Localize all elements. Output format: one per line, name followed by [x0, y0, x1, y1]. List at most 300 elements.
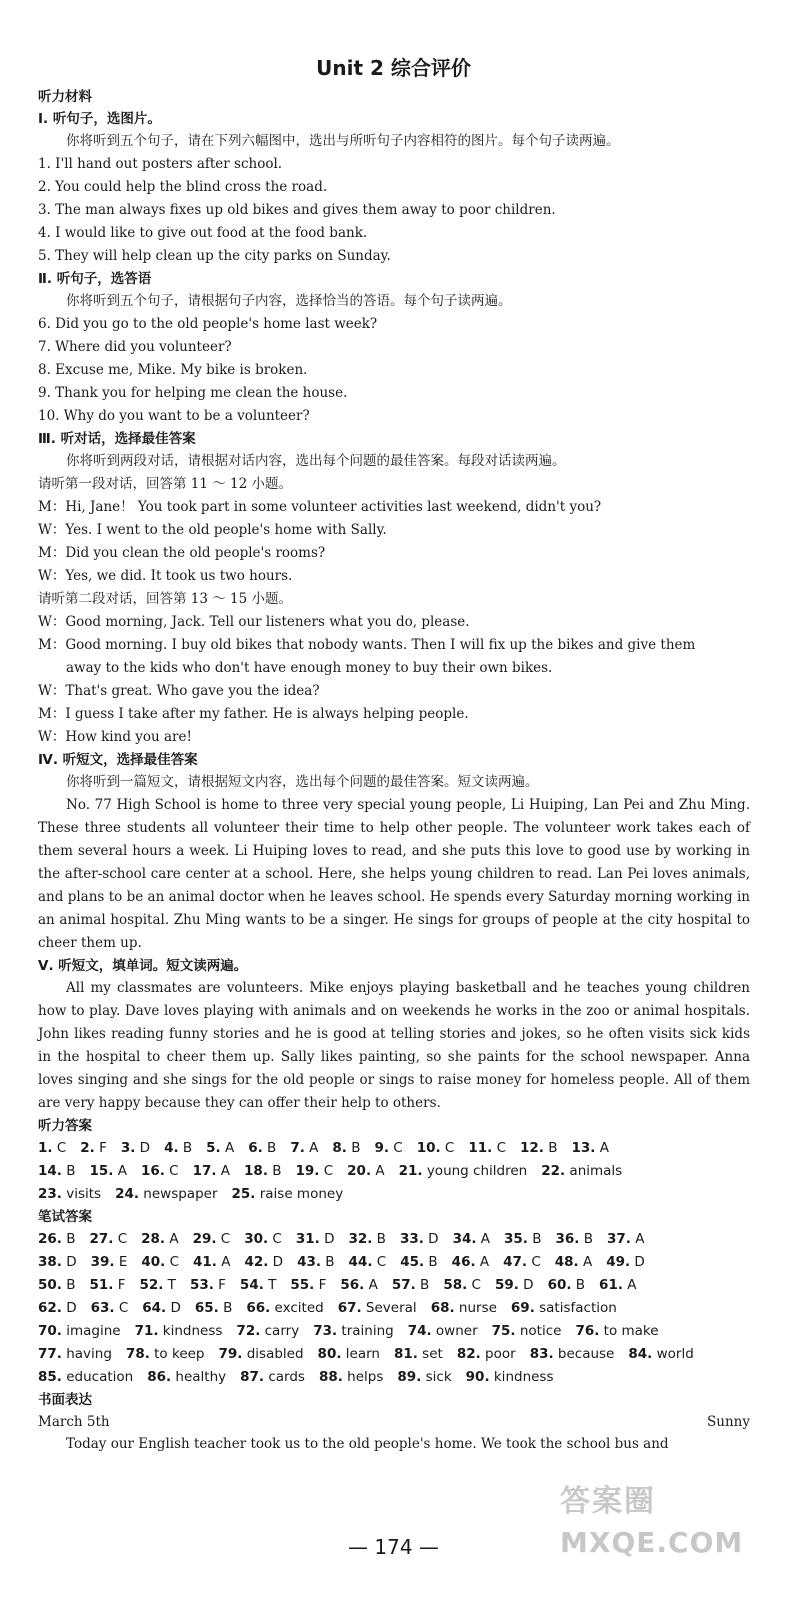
answer-number: 1. [38, 1140, 53, 1156]
answer-number: 4. [164, 1140, 179, 1156]
answer-item [244, 1231, 282, 1247]
answer-value: A [622, 1277, 637, 1293]
answer-number: 2. [80, 1140, 95, 1156]
answer-value: C [440, 1140, 455, 1156]
answer-number: 83. [529, 1346, 554, 1362]
answer-item [91, 1254, 128, 1270]
answer-number: 49. [606, 1254, 631, 1270]
answer-row [38, 1274, 750, 1297]
answer-value: set [417, 1346, 443, 1362]
answer-item [349, 1254, 387, 1270]
answer-number: 14. [38, 1163, 62, 1179]
answer-item [190, 1277, 226, 1293]
part5-heading: Ⅴ. 听短文，填单词。短文读两遍。 [38, 958, 248, 974]
answer-item [193, 1254, 230, 1270]
page-title: Unit 2 综合评价 [316, 56, 471, 80]
answer-item [147, 1369, 226, 1385]
answer-value: F [94, 1140, 107, 1156]
answer-value: B [61, 1163, 76, 1179]
written-answers [38, 1228, 750, 1389]
answer-value: T [163, 1277, 176, 1293]
part3-heading: Ⅲ. 听对话，选择最佳答案 [38, 431, 196, 447]
answer-item [530, 1346, 615, 1362]
part4-passage: No. 77 High School is home to three very special young people, Li Huiping, Lan Pei and Zhu Ming. These three students all volunteer their time to help other people. The volunteer work takes each of them several hours a week. Li Huiping loves to read, and she puts this love to good use by working in the after-school care center at a school. Here, she helps young children to read. Lan Pei loves animals, and plans to be an animal doctor when he leaves school. He spends every Saturday morning working in an animal hospital. Zhu Ming wants to be a singer. He sings for groups of people at the city hospital to cheer them up. [38, 797, 750, 951]
dialog2-intro: 请听第二段对话，回答第 13 ～ 15 小题。 [38, 591, 293, 607]
answer-value: F [314, 1277, 327, 1293]
answer-number: 28. [141, 1231, 166, 1247]
answer-number: 74. [407, 1323, 432, 1339]
answer-value: C [527, 1254, 541, 1270]
section-listening-material: 听力材料 [38, 89, 92, 105]
answer-item [492, 1323, 562, 1339]
part2-heading: Ⅱ. 听句子，选答语 [38, 271, 152, 287]
answer-value: carry [260, 1323, 300, 1339]
answer-value: B [543, 1140, 558, 1156]
answer-number: 11. [468, 1140, 493, 1156]
answer-item [400, 1231, 439, 1247]
dialog-line: M：I guess I take after my father. He is always helping people. [38, 706, 469, 722]
answer-item [541, 1163, 622, 1179]
answer-value: raise money [255, 1186, 344, 1202]
part4-instruction: 你将听到一篇短文，请根据短文内容，选出每个问题的最佳答案。短文读两遍。 [66, 774, 539, 790]
answer-item [290, 1140, 318, 1156]
answer-number: 66. [246, 1300, 271, 1316]
answer-item [89, 1277, 125, 1293]
written-answers-heading: 笔试答案 [38, 1209, 92, 1225]
listening-answers [38, 1137, 750, 1206]
answer-item [457, 1346, 516, 1362]
answer-number: 39. [90, 1254, 115, 1270]
answer-item [141, 1163, 179, 1179]
answer-item [121, 1140, 150, 1156]
answer-value: A [630, 1231, 645, 1247]
answer-value: D [518, 1277, 534, 1293]
answer-item [38, 1231, 75, 1247]
answer-item [468, 1140, 506, 1156]
answer-item [548, 1277, 585, 1293]
answer-value: D [166, 1300, 181, 1316]
answer-number: 61. [599, 1277, 623, 1293]
answer-value: because [553, 1346, 615, 1362]
answer-value: B [262, 1140, 277, 1156]
answer-value: training [337, 1323, 394, 1339]
answer-value: kindness [489, 1369, 554, 1385]
answer-item [431, 1300, 497, 1316]
answer-number: 34. [452, 1231, 477, 1247]
answer-item [80, 1140, 107, 1156]
dialog-line: W：Good morning, Jack. Tell our listeners what you do, please. [38, 614, 470, 630]
answer-value: A [475, 1254, 490, 1270]
answer-value: A [371, 1163, 385, 1179]
answer-row [38, 1228, 750, 1251]
answer-value: B [320, 1254, 335, 1270]
answer-number: 30. [244, 1231, 269, 1247]
answer-item [607, 1231, 644, 1247]
answer-number: 90. [465, 1369, 490, 1385]
diary-first-line: Today our English teacher took us to the old people's home. We took the school bus and [66, 1436, 669, 1452]
answer-number: 88. [318, 1369, 343, 1385]
answer-item [232, 1186, 344, 1202]
answer-value: visits [61, 1186, 102, 1202]
answer-number: 20. [347, 1163, 372, 1179]
part1-line: 3. The man always fixes up old bikes and gives them away to poor children. [38, 202, 556, 218]
page-number: — 174 — [348, 1535, 439, 1559]
answer-item [195, 1300, 232, 1316]
answer-number: 25. [231, 1186, 256, 1202]
answer-item [38, 1300, 77, 1316]
answer-value: poor [480, 1346, 516, 1362]
dialog-line-continued: away to the kids who don't have enough money to buy their own bikes. [66, 660, 553, 676]
answer-item [135, 1323, 223, 1339]
answer-value: C [113, 1231, 128, 1247]
answer-value: B [424, 1254, 438, 1270]
answer-number: 58. [443, 1277, 468, 1293]
answer-value: E [114, 1254, 128, 1270]
answer-value: A [220, 1140, 235, 1156]
answer-item [89, 1163, 126, 1179]
answer-number: 31. [295, 1231, 320, 1247]
answer-number: 41. [193, 1254, 217, 1270]
answer-item [236, 1323, 299, 1339]
answer-number: 42. [244, 1254, 269, 1270]
answer-number: 29. [192, 1231, 217, 1247]
answer-number: 27. [89, 1231, 114, 1247]
answer-number: 76. [575, 1323, 600, 1339]
answer-value: C [165, 1254, 179, 1270]
answer-number: 16. [140, 1163, 165, 1179]
part2-line: 10. Why do you want to be a volunteer? [38, 408, 310, 424]
answer-number: 84. [628, 1346, 653, 1362]
answer-item [453, 1231, 490, 1247]
answer-item [397, 1369, 451, 1385]
answer-item [555, 1254, 592, 1270]
part4-heading: Ⅳ. 听短文，选择最佳答案 [38, 752, 198, 768]
dialog-line: W：Yes. I went to the old people's home with Sally. [38, 522, 387, 538]
answer-number: 67. [337, 1300, 362, 1316]
answer-value: T [263, 1277, 277, 1293]
answer-number: 40. [141, 1254, 166, 1270]
answer-item [240, 1277, 276, 1293]
answer-value: F [113, 1277, 126, 1293]
answer-number: 70. [38, 1323, 62, 1339]
part2-line: 8. Excuse me, Mike. My bike is broken. [38, 362, 308, 378]
answer-item [466, 1369, 554, 1385]
answer-item [348, 1231, 385, 1247]
diary-date: March 5th [38, 1414, 110, 1430]
answer-item [38, 1277, 75, 1293]
answer-number: 71. [134, 1323, 159, 1339]
answer-number: 73. [313, 1323, 338, 1339]
answer-value: disabled [242, 1346, 304, 1362]
answer-item [313, 1323, 394, 1339]
answer-item [408, 1323, 478, 1339]
answer-value: kindness [158, 1323, 223, 1339]
answer-row [38, 1343, 750, 1366]
answer-item [443, 1277, 481, 1293]
answer-item [38, 1140, 66, 1156]
answer-value: D [423, 1231, 439, 1247]
answer-value: B [579, 1231, 593, 1247]
answer-row [38, 1137, 750, 1160]
answer-value: B [571, 1277, 586, 1293]
answer-item [115, 1186, 217, 1202]
dialog-line: W：Yes, we did. It took us two hours. [38, 568, 293, 584]
answer-number: 65. [194, 1300, 219, 1316]
answer-value: learn [341, 1346, 380, 1362]
answer-item [575, 1323, 658, 1339]
answer-number: 17. [192, 1163, 217, 1179]
answer-item [142, 1300, 181, 1316]
answer-value: B [372, 1231, 386, 1247]
answer-value: D [61, 1300, 77, 1316]
answer-item [219, 1346, 304, 1362]
watermark-top: 答案圈 [560, 1484, 656, 1519]
answer-number: 87. [240, 1369, 265, 1385]
answer-item [400, 1254, 437, 1270]
answer-value: to make [599, 1323, 659, 1339]
watermark-bottom: MXQE.COM [560, 1526, 744, 1559]
answer-number: 85. [38, 1369, 62, 1385]
dialog-line: W：That's great. Who gave you the idea? [38, 683, 320, 699]
answer-item [244, 1163, 281, 1179]
answer-number: 69. [510, 1300, 535, 1316]
answer-number: 59. [494, 1277, 519, 1293]
answer-number: 56. [340, 1277, 365, 1293]
answer-number: 18. [244, 1163, 268, 1179]
answer-value: A [578, 1254, 593, 1270]
answer-item [141, 1231, 178, 1247]
answer-value: A [304, 1140, 319, 1156]
answer-row [38, 1366, 750, 1389]
answer-item [297, 1254, 334, 1270]
answer-number: 75. [491, 1323, 516, 1339]
answer-number: 68. [430, 1300, 455, 1316]
answer-row [38, 1160, 750, 1183]
answer-number: 38. [38, 1254, 62, 1270]
answer-value: young children [422, 1163, 528, 1179]
answer-number: 33. [399, 1231, 424, 1247]
answer-number: 62. [38, 1300, 62, 1316]
answer-value: satisfaction [534, 1300, 617, 1316]
part1-line: 4. I would like to give out food at the food bank. [38, 225, 368, 241]
answer-value: D [319, 1231, 335, 1247]
answer-item [520, 1140, 557, 1156]
answer-value: A [216, 1254, 231, 1270]
answer-item [38, 1346, 112, 1362]
answer-item [290, 1277, 326, 1293]
answer-item [246, 1300, 323, 1316]
answer-value: B [218, 1300, 233, 1316]
answer-value: healthy [171, 1369, 227, 1385]
answer-value: D [630, 1254, 645, 1270]
answer-item [556, 1231, 593, 1247]
answer-number: 15. [89, 1163, 114, 1179]
answer-value: C [52, 1140, 67, 1156]
answer-number: 79. [218, 1346, 243, 1362]
answer-item [606, 1254, 645, 1270]
part2-instruction: 你将听到五个句子，请根据句子内容，选择恰当的答语。每个句子读两遍。 [66, 293, 512, 309]
part1-line: 1. I'll hand out posters after school. [38, 156, 283, 172]
answer-item [332, 1140, 360, 1156]
answer-number: 53. [189, 1277, 214, 1293]
answer-number: 10. [416, 1140, 441, 1156]
answer-number: 46. [451, 1254, 476, 1270]
watermark-logo [560, 1476, 780, 1594]
answer-value: newspaper [139, 1186, 218, 1202]
answer-value: notice [515, 1323, 562, 1339]
answer-item [193, 1163, 230, 1179]
answer-number: 86. [147, 1369, 172, 1385]
answer-item [628, 1346, 693, 1362]
answer-item [296, 1231, 335, 1247]
answer-number: 77. [38, 1346, 62, 1362]
part1-line: 5. They will help clean up the city parks on Sunday. [38, 248, 391, 264]
answer-value: A [165, 1231, 179, 1247]
answer-item [495, 1277, 534, 1293]
answer-number: 8. [332, 1140, 347, 1156]
dialog1-intro: 请听第一段对话，回答第 11 ～ 12 小题。 [38, 476, 293, 492]
answer-value: Several [361, 1300, 417, 1316]
answer-number: 48. [554, 1254, 579, 1270]
answer-row [38, 1320, 750, 1343]
answer-item [38, 1254, 77, 1270]
answer-item [347, 1163, 384, 1179]
answer-row [38, 1297, 750, 1320]
answer-value: A [364, 1277, 378, 1293]
part1-instruction: 你将听到五个句子，请在下列六幅图中，选出与所听句子内容相符的图片。每个句子读两遍。 [66, 133, 620, 149]
answer-value: B [415, 1277, 430, 1293]
answer-value: C [164, 1163, 179, 1179]
answer-number: 24. [115, 1186, 139, 1202]
answer-value: to keep [149, 1346, 205, 1362]
answer-value: C [319, 1163, 334, 1179]
answer-value: having [61, 1346, 112, 1362]
answer-number: 81. [393, 1346, 418, 1362]
part2-line: 9. Thank you for helping me clean the house. [38, 385, 348, 401]
answer-value: animals [565, 1163, 623, 1179]
answer-item [38, 1186, 101, 1202]
answer-item [374, 1140, 402, 1156]
answer-item [394, 1346, 443, 1362]
answer-number: 13. [571, 1140, 596, 1156]
answer-item [38, 1163, 75, 1179]
answer-number: 82. [456, 1346, 481, 1362]
answer-value: D [61, 1254, 77, 1270]
answer-number: 9. [374, 1140, 389, 1156]
writing-heading: 书面表达 [38, 1392, 92, 1408]
answer-value: B [61, 1231, 76, 1247]
answer-number: 7. [290, 1140, 305, 1156]
answer-value: C [372, 1254, 387, 1270]
answer-item [571, 1140, 608, 1156]
answer-number: 78. [125, 1346, 150, 1362]
answer-item [318, 1346, 380, 1362]
answer-value: D [135, 1140, 151, 1156]
answer-number: 64. [142, 1300, 167, 1316]
part2-line: 6. Did you go to the old people's home last week? [38, 316, 378, 332]
answer-value: imagine [61, 1323, 121, 1339]
answer-item [399, 1163, 528, 1179]
answer-item [452, 1254, 489, 1270]
answer-item [89, 1231, 127, 1247]
answer-row [38, 1183, 750, 1206]
answer-item [141, 1254, 179, 1270]
answer-item [91, 1300, 129, 1316]
answer-value: F [213, 1277, 226, 1293]
dialog-line: M：Good morning. I buy old bikes that nobody wants. Then I will fix up the bikes and give them [38, 637, 696, 653]
answer-number: 26. [38, 1231, 62, 1247]
answer-value: C [389, 1140, 403, 1156]
answer-number: 6. [248, 1140, 263, 1156]
answer-item [511, 1300, 617, 1316]
answer-value: C [268, 1231, 282, 1247]
answer-value: cards [264, 1369, 305, 1385]
answer-number: 57. [391, 1277, 416, 1293]
answer-item [240, 1369, 305, 1385]
answer-value: B [61, 1277, 76, 1293]
answer-value: D [268, 1254, 284, 1270]
answer-value: A [595, 1140, 609, 1156]
part2-line: 7. Where did you volunteer? [38, 339, 232, 355]
answer-value: owner [431, 1323, 478, 1339]
answer-number: 52. [139, 1277, 164, 1293]
answer-number: 55. [290, 1277, 315, 1293]
part5-passage: All my classmates are volunteers. Mike enjoys playing basketball and he teaches young children how to play. Dave loves playing with animals and on weekends he works in the zoo or animal hospitals. John likes reading funny stories and he is good at telling stories and jokes, so he often visits sick kids in the hospital to cheer them up. Sally likes painting, so she paints for the school newspaper. Anna loves singing and she sings for the old people or sings to raise money for homeless people. All of them are very happy because they can offer their help to others. [38, 980, 750, 1111]
answer-number: 19. [295, 1163, 320, 1179]
answer-item [244, 1254, 283, 1270]
answer-item [599, 1277, 636, 1293]
answer-number: 3. [120, 1140, 136, 1156]
answer-row [38, 1251, 750, 1274]
content [38, 86, 750, 1456]
answer-number: 21. [398, 1163, 423, 1179]
part3-instruction: 你将听到两段对话，请根据对话内容，选出每个问题的最佳答案。每段对话读两遍。 [66, 453, 566, 469]
answer-value: B [527, 1231, 542, 1247]
answer-item [392, 1277, 429, 1293]
answer-item [340, 1277, 377, 1293]
answer-number: 60. [547, 1277, 572, 1293]
answer-number: 54. [239, 1277, 264, 1293]
part1-heading: Ⅰ. 听句子，选图片。 [38, 111, 161, 127]
answer-number: 80. [317, 1346, 342, 1362]
answer-value: B [267, 1163, 282, 1179]
answer-value: B [178, 1140, 193, 1156]
answer-number: 45. [400, 1254, 425, 1270]
listening-answers-heading: 听力答案 [38, 1118, 92, 1134]
answer-item [319, 1369, 383, 1385]
answer-item [193, 1231, 231, 1247]
answer-value: A [476, 1231, 491, 1247]
answer-value: C [467, 1277, 481, 1293]
answer-value: A [216, 1163, 231, 1179]
answer-item [417, 1140, 455, 1156]
answer-number: 44. [348, 1254, 373, 1270]
dialog-line: M：Hi, Jane！ You took part in some volunteer activities last weekend, didn't you? [38, 499, 602, 515]
answer-number: 72. [236, 1323, 261, 1339]
answer-item [296, 1163, 334, 1179]
answer-number: 63. [90, 1300, 115, 1316]
diary-header [38, 1411, 750, 1433]
answer-number: 36. [555, 1231, 580, 1247]
answer-item [248, 1140, 276, 1156]
answer-value: excited [270, 1300, 324, 1316]
answer-number: 32. [348, 1231, 373, 1247]
answer-value: nurse [454, 1300, 497, 1316]
answer-value: B [346, 1140, 361, 1156]
answer-number: 5. [206, 1140, 221, 1156]
dialog-line: W：How kind you are! [38, 729, 192, 745]
answer-value: C [216, 1231, 231, 1247]
